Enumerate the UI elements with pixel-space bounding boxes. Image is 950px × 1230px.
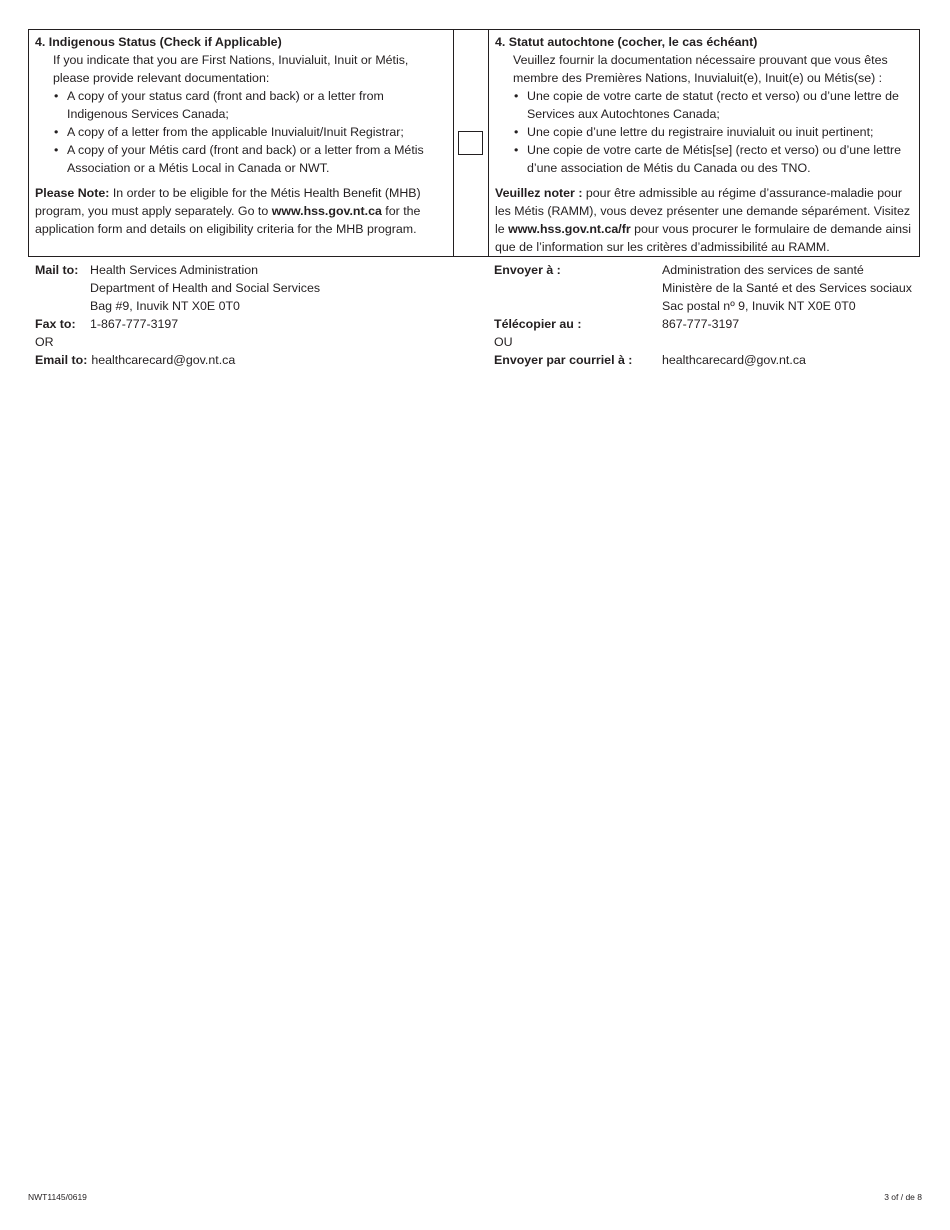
- address-line: Bag #9, Inuvik NT X0E 0T0: [90, 299, 240, 313]
- note-label: Veuillez noter :: [495, 186, 583, 200]
- french-column: [489, 30, 919, 256]
- page-number: 3 of / de 8: [884, 1192, 922, 1202]
- address-line: Health Services Administration: [90, 263, 259, 277]
- email-label: Email to:: [35, 353, 88, 367]
- email-address[interactable]: healthcarecard@gov.nt.ca: [662, 353, 806, 367]
- fax-label: Fax to:: [35, 317, 76, 331]
- intro-fr: Veuillez fournir la documentation nécessaire prouvant que vous êtes membre des Premières Nations, Inuvialuit(e), Inuit(e) ou Métis(se) :: [513, 53, 888, 85]
- list-item: • Une copie de votre carte de statut (recto et verso) ou d’une lettre de Services aux Autochtones Canada;: [527, 87, 913, 123]
- list-item: • A copy of your Métis card (front and back) or a letter from a Métis Association or a Métis Local in Canada or NWT.: [67, 141, 447, 177]
- fax-number: 867-777-3197: [662, 317, 740, 331]
- section-heading-fr: 4. Statut autochtone (cocher, le cas échéant): [495, 35, 758, 49]
- doc-list-fr: [495, 87, 913, 177]
- note-label: Please Note:: [35, 186, 110, 200]
- indigenous-status-section: [28, 29, 920, 257]
- or-text: OU: [494, 335, 513, 349]
- mailing-info-en: [35, 261, 320, 369]
- website-link[interactable]: www.hss.gov.nt.ca/fr: [508, 222, 631, 236]
- website-link[interactable]: www.hss.gov.nt.ca: [271, 204, 382, 218]
- english-column: [29, 30, 454, 256]
- list-item: • A copy of a letter from the applicable Inuvialuit/Inuit Registrar;: [67, 123, 447, 141]
- form-code: NWT1145/0619: [28, 1192, 87, 1202]
- note-text: In order to be eligible for the Métis Health Benefit (MHB) program, you must apply separately. Go to: [35, 186, 421, 218]
- fax-label: Télécopier au :: [494, 317, 582, 331]
- email-address[interactable]: healthcarecard@gov.nt.ca: [91, 353, 236, 367]
- address-line: Department of Health and Social Services: [90, 281, 321, 295]
- indigenous-status-checkbox[interactable]: [458, 131, 483, 155]
- note-text: pour être admissible au régime d’assurance-maladie pour les Métis (RAMM), vous devez présenter une demande séparément. Visitez le: [495, 186, 911, 236]
- list-item: • A copy of your status card (front and back) or a letter from Indigenous Services Canada;: [67, 87, 447, 123]
- address-line: Administration des services de santé: [662, 263, 864, 277]
- list-item: • Une copie de votre carte de Métis[se] (recto et verso) ou d’une lettre d’une association de Métis du Canada ou des TNO.: [527, 141, 913, 177]
- mail-label: Envoyer à :: [494, 263, 561, 277]
- note-fr: [495, 184, 913, 256]
- address-line: Sac postal nº 9, Inuvik NT X0E 0T0: [662, 299, 856, 313]
- email-label: Envoyer par courriel à :: [494, 353, 633, 367]
- mail-label: Mail to:: [35, 263, 79, 277]
- note-en: [35, 184, 447, 238]
- address-line: Ministère de la Santé et des Services sociaux: [662, 281, 913, 295]
- or-text: OR: [35, 335, 54, 349]
- note-text: pour vous procurer le formulaire de demande ainsi que de l’information sur les critères d’admissibilité au RAMM.: [495, 222, 911, 254]
- checkbox-column: [454, 30, 489, 256]
- doc-list-en: [35, 87, 447, 177]
- note-text: for the application form and details on eligibility criteria for the MHB program.: [35, 204, 421, 236]
- mailing-info-fr: [494, 261, 912, 369]
- section-heading-en: 4. Indigenous Status (Check if Applicable): [35, 35, 282, 49]
- list-item: • Une copie d’une lettre du registraire inuvialuit ou inuit pertinent;: [527, 123, 913, 141]
- fax-number: 1-867-777-3197: [90, 317, 179, 331]
- intro-en: If you indicate that you are First Nations, Inuvialuit, Inuit or Métis, please provide relevant documentation:: [53, 53, 409, 85]
